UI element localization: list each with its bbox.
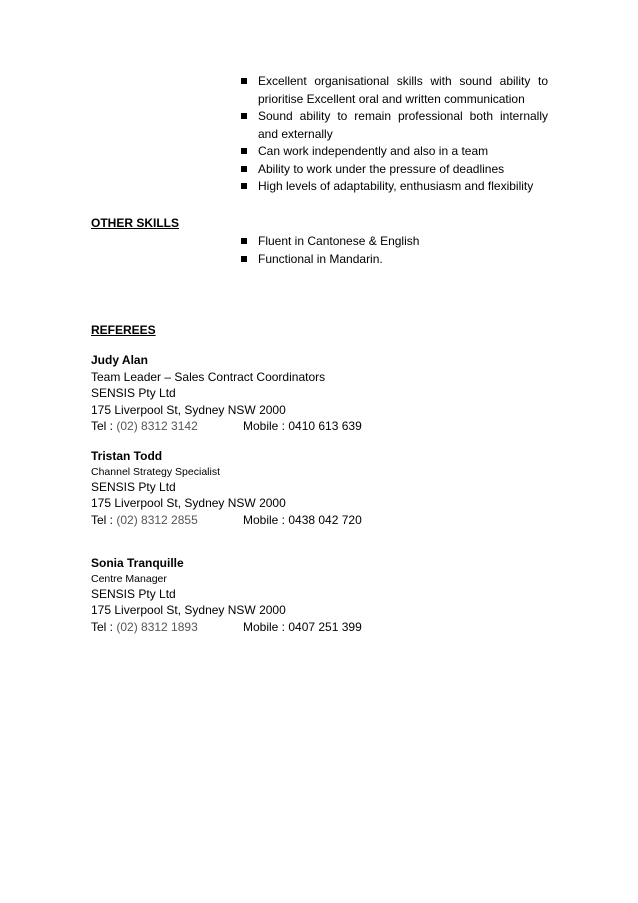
referee-mobile: Mobile : 0407 251 399 — [243, 619, 362, 634]
referee-company: SENSIS Pty Ltd — [91, 386, 176, 400]
referee-tel — [91, 619, 198, 636]
referee-contact — [91, 418, 491, 435]
referee-name: Sonia Tranquille — [91, 556, 184, 570]
skill-text: Can work independently and also in a team — [258, 144, 489, 158]
tel-label: Tel : — [91, 419, 117, 433]
skill-text: Fluent in Cantonese & English — [258, 234, 420, 248]
tel-number: (02) 8312 3142 — [116, 419, 198, 433]
skill-text: High levels of adaptability, enthusiasm and flexibility — [258, 179, 534, 193]
referee-company: SENSIS Pty Ltd — [91, 479, 176, 494]
referee-contact — [91, 619, 491, 636]
skills-list — [240, 73, 548, 196]
list-item — [240, 233, 548, 251]
other-skills-list — [240, 233, 548, 268]
referee-title: Centre Manager — [91, 572, 167, 585]
other-skills-heading: OTHER SKILLS — [91, 216, 180, 230]
skill-text: Excellent organisational skills with sound ability to prioritise Excellent oral and written communication — [258, 74, 548, 106]
square-bullet-icon — [241, 238, 247, 244]
tel-label: Tel : — [91, 512, 117, 527]
referee-contact — [91, 512, 491, 529]
skill-text: Ability to work under the pressure of deadlines — [258, 161, 505, 176]
tel-number: (02) 8312 2855 — [116, 512, 198, 527]
referee-tel — [91, 512, 198, 529]
tel-label: Tel : — [91, 619, 117, 634]
list-item — [240, 161, 548, 179]
square-bullet-icon — [241, 166, 247, 172]
referee-entry — [91, 555, 491, 635]
list-item — [240, 178, 548, 196]
square-bullet-icon — [241, 256, 247, 262]
referee-address: 175 Liverpool St, Sydney NSW 2000 — [91, 402, 286, 417]
skill-text: Functional in Mandarin. — [258, 251, 383, 266]
square-bullet-icon — [241, 183, 247, 189]
list-item — [240, 143, 548, 161]
referees-heading: REFEREES — [91, 323, 156, 337]
square-bullet-icon — [241, 148, 247, 154]
list-item — [240, 73, 548, 108]
referee-address: 175 Liverpool St, Sydney NSW 2000 — [91, 496, 286, 510]
referee-title: Team Leader – Sales Contract Coordinators — [91, 369, 326, 384]
referee-entry — [91, 352, 491, 435]
list-item — [240, 108, 548, 143]
skill-text: Sound ability to remain professional both internally and externally — [258, 109, 548, 141]
list-item — [240, 251, 548, 269]
referee-entry — [91, 448, 491, 528]
square-bullet-icon — [241, 113, 247, 119]
referee-title: Channel Strategy Specialist — [91, 465, 220, 478]
referee-name: Tristan Todd — [91, 449, 163, 463]
tel-number: (02) 8312 1893 — [116, 619, 198, 634]
square-bullet-icon — [241, 78, 247, 84]
referee-name: Judy Alan — [91, 353, 148, 367]
referee-company: SENSIS Pty Ltd — [91, 586, 176, 601]
referee-tel — [91, 418, 198, 435]
referee-mobile: Mobile : 0438 042 720 — [243, 512, 362, 527]
referee-mobile: Mobile : 0410 613 639 — [243, 419, 362, 433]
referee-address: 175 Liverpool St, Sydney NSW 2000 — [91, 603, 286, 617]
